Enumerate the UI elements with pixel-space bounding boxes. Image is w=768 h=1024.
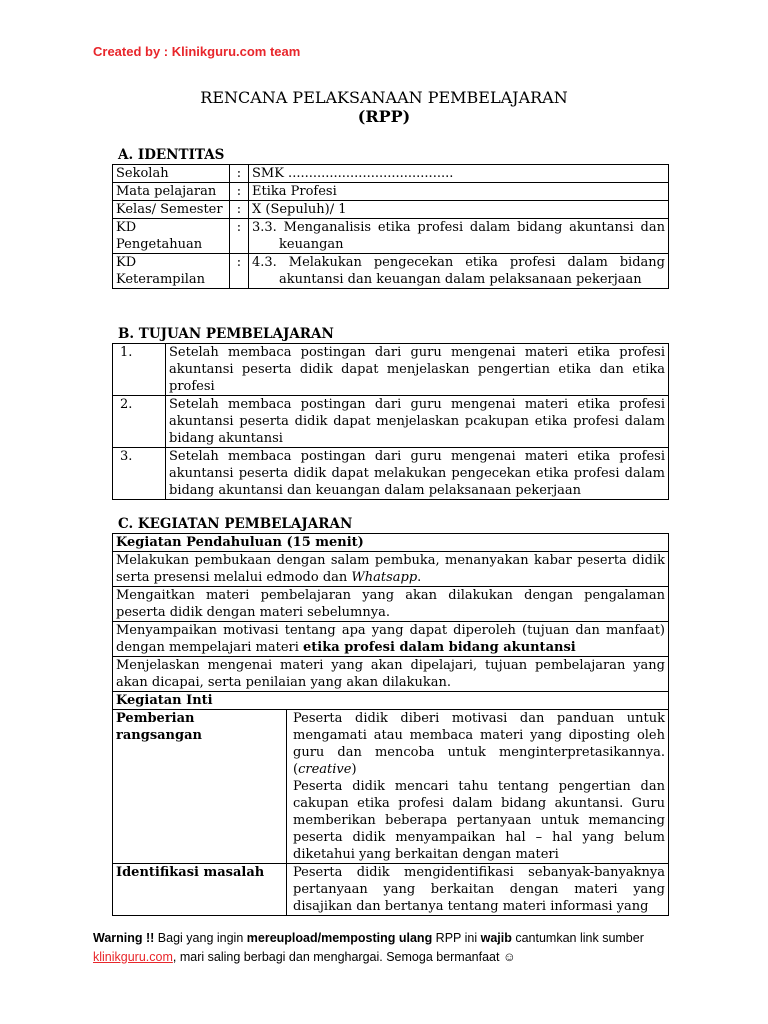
table-row — [113, 396, 669, 448]
identitas-label: KD Keterampilan — [113, 254, 230, 289]
pendahuluan-item — [113, 622, 669, 657]
tujuan-number: 3. — [113, 448, 166, 500]
document-title — [0, 88, 768, 126]
table-row — [113, 183, 669, 201]
table-row — [113, 344, 669, 396]
warning-text-2: RPP ini — [432, 931, 481, 945]
kegiatan-heading: C. KEGIATAN PEMBELAJARAN — [118, 516, 353, 532]
table-row — [113, 692, 669, 710]
tujuan-heading: B. TUJUAN PEMBELAJARAN — [118, 326, 334, 342]
warning-text-4: , mari saling berbagi dan menghargai. Semoga bermanfaat ☺ — [172, 950, 516, 964]
tujuan-table — [112, 343, 669, 500]
pendahuluan-item: Mengaitkan materi pembelajaran yang akan dilakukan dengan pengalaman peserta didik dengan materi sebelumnya. — [113, 587, 669, 622]
table-row — [113, 622, 669, 657]
table-row — [113, 552, 669, 587]
identitas-label: Sekolah — [113, 165, 230, 183]
pendahuluan-item — [113, 552, 669, 587]
pendahuluan-item: Menjelaskan mengenai materi yang akan dipelajari, tujuan pembelajaran yang akan dicapai, serta penilaian yang akan dilakukan. — [113, 657, 669, 692]
rangsangan-label: Pemberian rangsangan — [113, 710, 287, 864]
kegiatan-table — [112, 533, 669, 916]
warning-text-3: cantumkan link sumber — [511, 931, 644, 945]
table-row — [113, 864, 669, 916]
p3-text: Menyampaikan motivasi tentang apa yang dapat diperoleh (tujuan dan manfaat) dengan mempelajari materi — [116, 623, 665, 655]
warning-text-1: Bagi yang ingin — [154, 931, 247, 945]
identitas-label: Mata pelajaran — [113, 183, 230, 201]
table-row — [113, 534, 669, 552]
p1-text: Melakukan pembukaan dengan salam pembuka, menanyakan kabar peserta didik serta presensi melalui edmodo dan — [116, 553, 665, 585]
table-row — [113, 657, 669, 692]
tujuan-number: 2. — [113, 396, 166, 448]
p3-bold: etika profesi dalam bidang akuntansi — [303, 640, 576, 655]
tujuan-text: Setelah membaca postingan dari guru mengenai materi etika profesi akuntansi peserta didik dapat melakukan pengecekan etika profesi dalam bidang akuntansi dan keuangan dalam pelaksanaan pekerjaan — [166, 448, 669, 500]
kd-keterampilan-text: 4.3. Melakukan pengecekan etika profesi dalam bidang akuntansi dan keuangan dalam pelaksanaan pekerjaan — [252, 255, 665, 287]
identitas-value: Etika Profesi — [249, 183, 669, 201]
rangsangan-p1-end: ) — [351, 762, 357, 777]
colon: : — [230, 201, 249, 219]
identitas-label: KD Pengetahuan — [113, 219, 230, 254]
rangsangan-content — [287, 710, 669, 864]
identitas-heading: A. IDENTITAS — [118, 147, 225, 163]
pendahuluan-title: Kegiatan Pendahuluan (15 menit) — [113, 534, 669, 552]
identitas-table — [112, 164, 669, 289]
identifikasi-content: Peserta didik mengidentifikasi sebanyak-banyaknya pertanyaan yang berkaitan dengan materi yang disajikan dan bertanya tentang materi informasi yang — [287, 864, 669, 916]
identifikasi-label: Identifikasi masalah — [113, 864, 287, 916]
tujuan-number: 1. — [113, 344, 166, 396]
table-row — [113, 219, 669, 254]
table-row — [113, 201, 669, 219]
rangsangan-p1-italic: creative — [298, 762, 352, 777]
tujuan-text: Setelah membaca postingan dari guru mengenai materi etika profesi akuntansi peserta didik dapat menjelaskan pengertian etika dan etika profesi — [166, 344, 669, 396]
table-row — [113, 448, 669, 500]
title-line-2: (RPP) — [357, 107, 411, 126]
table-row — [113, 710, 669, 864]
rangsangan-p2: Peserta didik mencari tahu tentang pengertian dan cakupan etika profesi dalam bidang akuntansi. Guru memberikan beberapa pertanyaan untuk memancing peserta didik menyampaikan hal – hal yang belum diketahui yang berkaitan dengan materi — [293, 779, 665, 862]
kd-pengetahuan-text: 3.3. Menganalisis etika profesi dalam bidang akuntansi dan keuangan — [252, 220, 665, 252]
inti-title: Kegiatan Inti — [113, 692, 669, 710]
colon: : — [230, 254, 249, 289]
p1-end: . — [417, 570, 422, 585]
warning-bold-2: mereupload/memposting ulang — [246, 931, 433, 945]
identitas-value — [249, 254, 669, 289]
tujuan-text: Setelah membaca postingan dari guru mengenai materi etika profesi akuntansi peserta didik dapat menjelaskan pcakupan etika profesi dalam bidang akuntansi — [166, 396, 669, 448]
identitas-value: X (Sepuluh)/ 1 — [249, 201, 669, 219]
warning-bold-3: wajib — [480, 931, 512, 945]
rangsangan-p1-text: Peserta didik diberi motivasi dan panduan untuk mengamati atau membaca materi yang diposting oleh guru dan mencoba untuk menginterpretasikannya. ( — [293, 711, 665, 777]
identitas-value: SMK ........................................ — [249, 165, 669, 183]
p1-italic: Whatsapp — [351, 570, 418, 585]
identitas-label: Kelas/ Semester — [113, 201, 230, 219]
credit-text: Created by : Klinikguru.com team — [93, 44, 301, 59]
colon: : — [230, 165, 249, 183]
table-row — [113, 165, 669, 183]
colon: : — [230, 183, 249, 201]
title-line-1: RENCANA PELAKSANAAN PEMBELAJARAN — [200, 88, 568, 107]
identitas-value — [249, 219, 669, 254]
table-row — [113, 587, 669, 622]
rangsangan-p1 — [293, 710, 665, 778]
warning-notice — [93, 929, 693, 967]
warning-label: Warning !! — [93, 931, 155, 945]
source-link[interactable]: klinikguru.com — [93, 950, 173, 964]
colon: : — [230, 219, 249, 254]
table-row — [113, 254, 669, 289]
